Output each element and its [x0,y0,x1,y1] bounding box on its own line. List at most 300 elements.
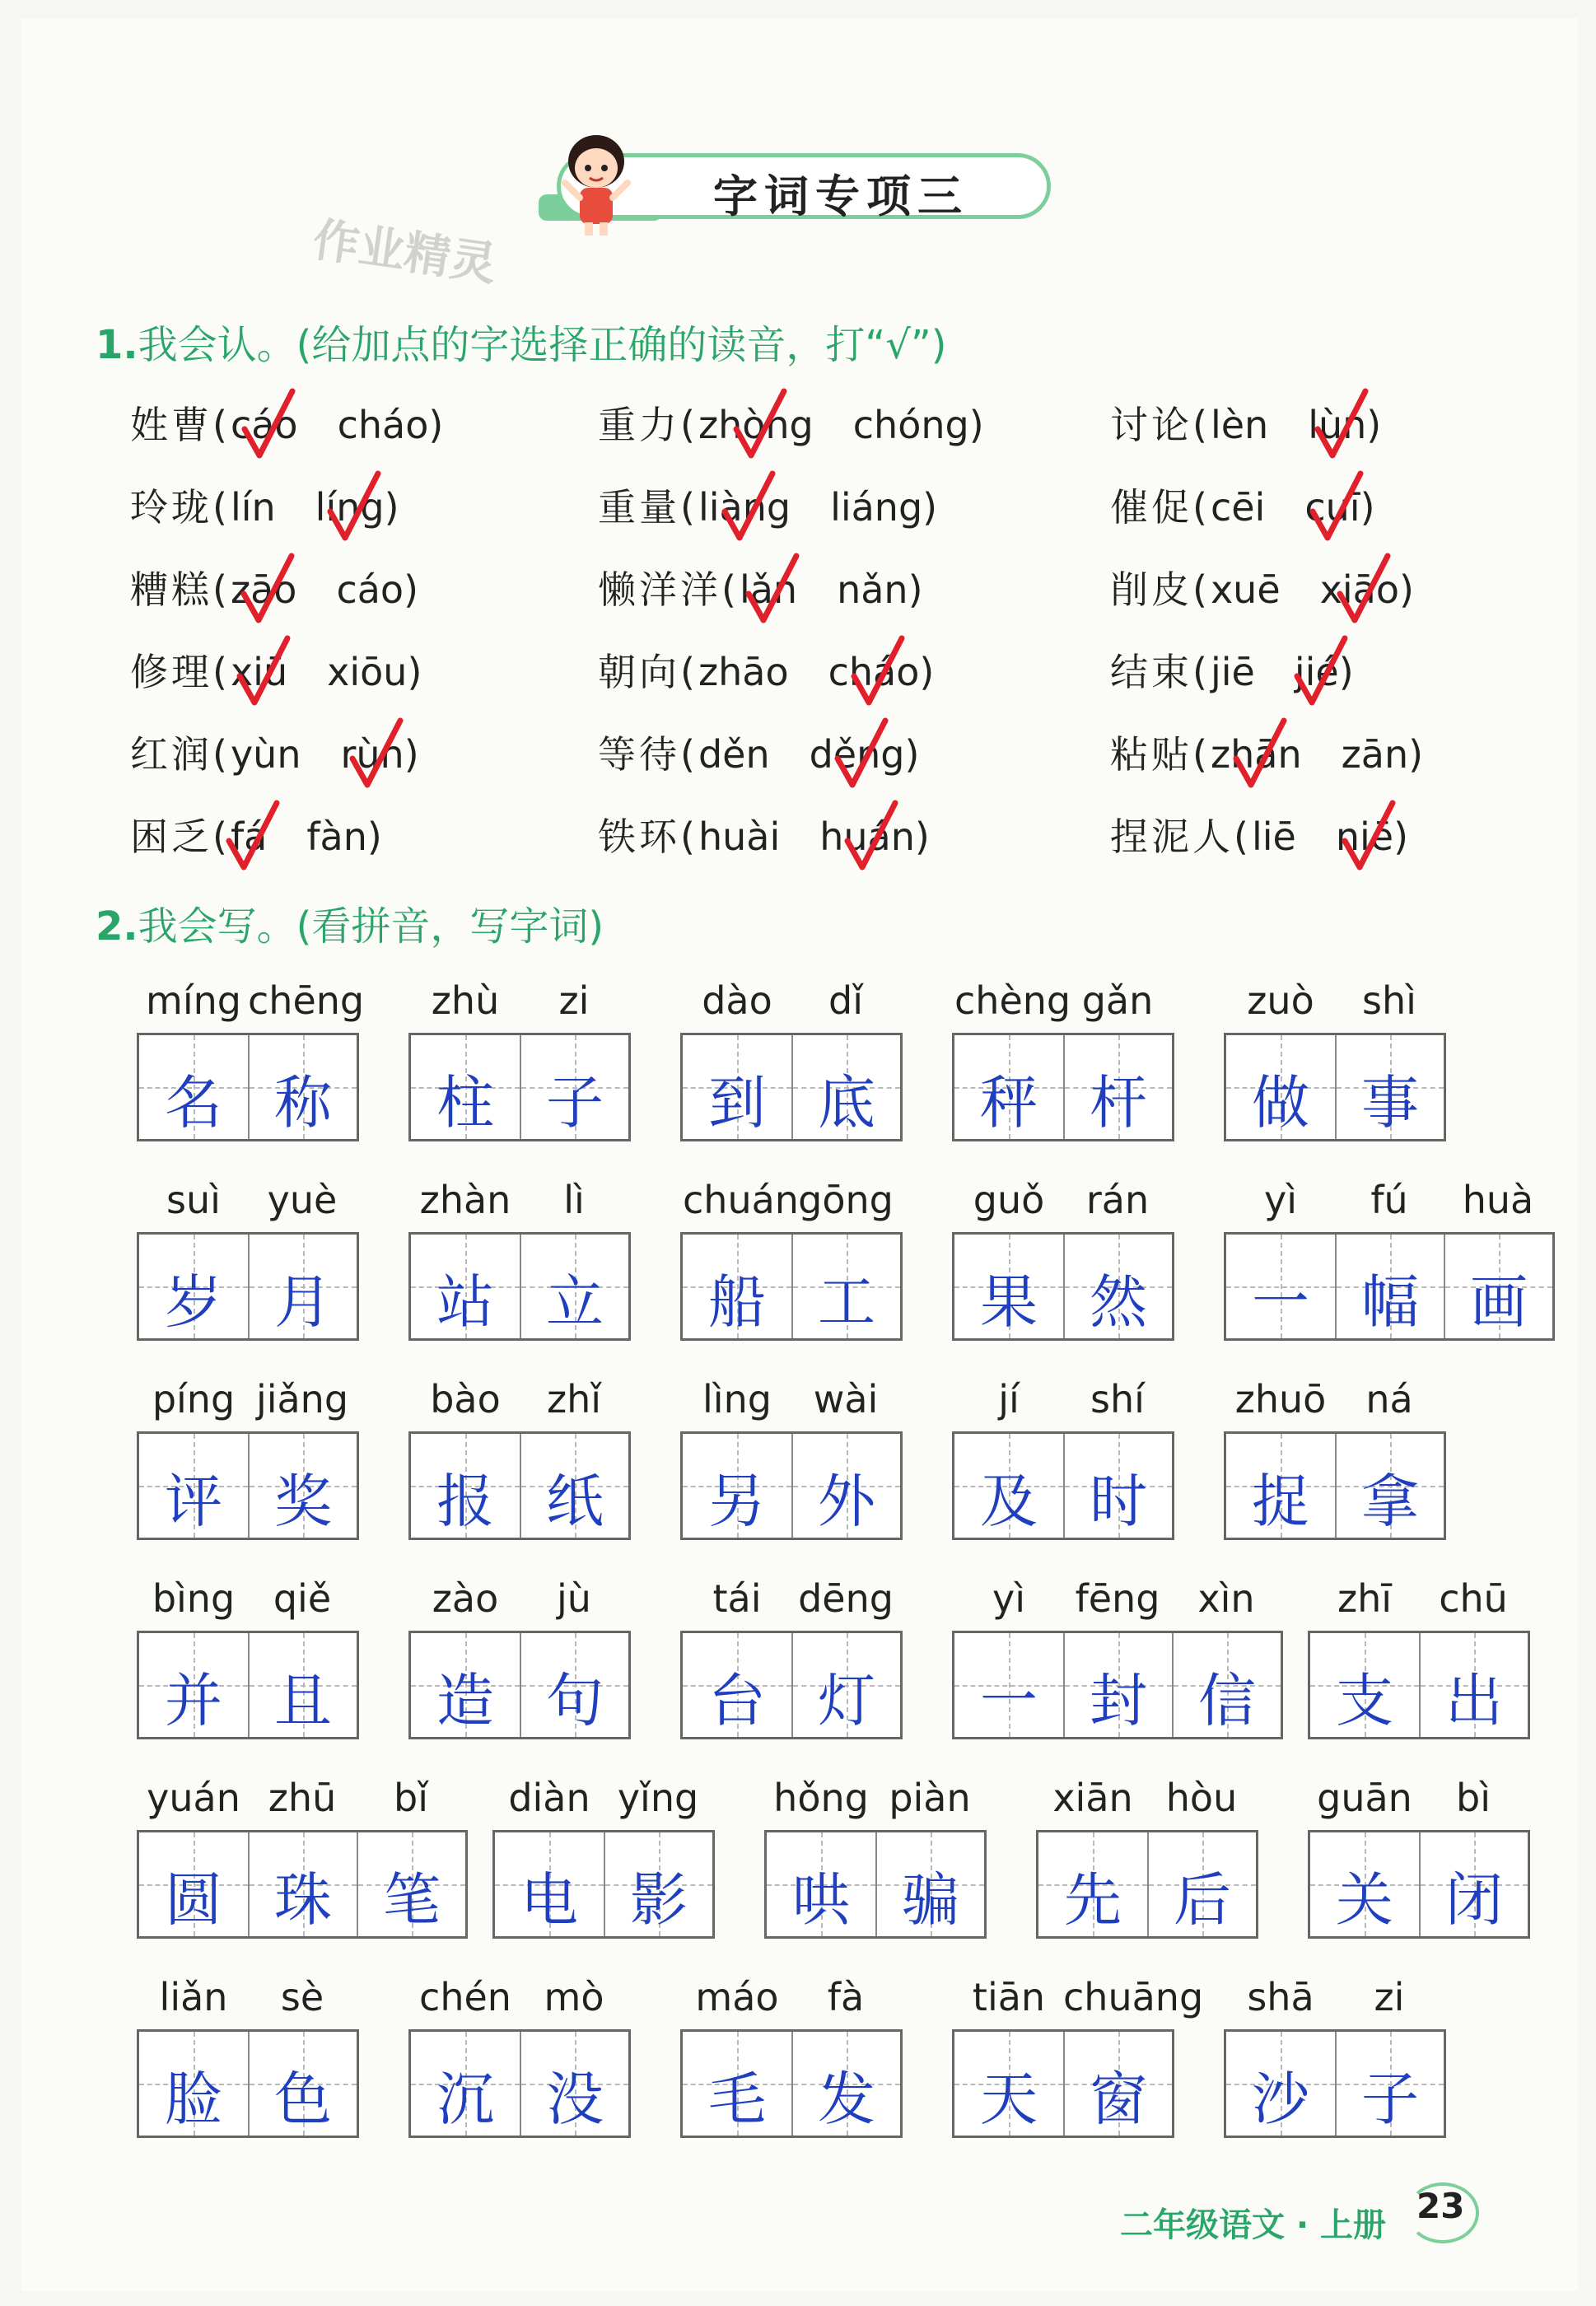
writing-cell[interactable] [791,1035,900,1139]
pinyin-syllable: dào [702,978,772,1023]
pinyin-syllable: míng [146,978,241,1023]
paren-close: ) [1338,650,1354,694]
item-word: 等待 [598,732,680,777]
pinyin-option-a[interactable]: lèn [1210,403,1269,447]
tian-grid [952,1033,1174,1141]
item-word: 重量 [598,485,680,530]
writing-cell[interactable] [520,1434,628,1538]
handwritten-char: 珠 [274,1866,332,1934]
writing-cell[interactable] [1335,1035,1444,1139]
pinyin-option-b[interactable]: fàn [306,815,367,859]
writing-cell[interactable] [954,1633,1063,1737]
handwritten-char: 台 [708,1667,766,1734]
pinyin-syllable: jù [557,1576,591,1621]
writing-cell[interactable] [520,1633,628,1737]
writing-cell[interactable] [248,1235,357,1338]
handwritten-char: 且 [274,1667,332,1734]
writing-cell[interactable] [139,1633,248,1737]
writing-cell[interactable] [767,1832,875,1936]
item-word: 玲珑 [130,485,212,530]
girl-mascot-icon [550,124,642,239]
writing-cell[interactable] [604,1832,712,1936]
writing-cell[interactable] [411,1035,520,1139]
checkmark-icon [240,386,297,460]
handwritten-char: 果 [980,1268,1038,1336]
pinyin-option-a[interactable]: liē [1251,815,1296,859]
tian-grid [680,1431,903,1540]
pinyin-line [137,1975,359,2024]
pinyin-syllable: zhuō [1234,1377,1327,1421]
checkmark-icon [239,551,296,625]
handwritten-char: 脸 [165,2066,222,2133]
writing-cell[interactable] [1147,1832,1256,1936]
pinyin-line [408,1178,631,1227]
tian-grid [1224,2029,1446,2138]
pinyin-syllable: diàn [508,1776,590,1820]
handwritten-char: 闭 [1445,1866,1503,1934]
writing-cell[interactable] [1335,1434,1444,1538]
writing-cell[interactable] [1063,2032,1172,2136]
paren-close: ) [428,403,444,447]
handwritten-char: 做 [1252,1069,1309,1137]
paren-close: ) [914,815,930,859]
pinyin-syllable: hǒng [773,1776,869,1820]
handwritten-char: 及 [980,1468,1038,1535]
handwritten-char: 电 [520,1866,578,1934]
writing-cell[interactable] [248,2032,357,2136]
pinyin-syllable: gōng [798,1178,894,1222]
writing-cell[interactable] [1444,1235,1552,1338]
paren-open: ( [680,403,695,447]
writing-cell[interactable] [1335,1235,1444,1338]
paren-close: ) [922,485,938,530]
pinyin-option-b[interactable]: cáo [336,567,404,612]
handwritten-char: 岁 [165,1268,222,1336]
handwritten-char: 报 [436,1468,494,1535]
pinyin-option-a[interactable]: xiū [230,650,288,694]
pinyin-syllable: lì [563,1178,585,1222]
pinyin-syllable: bìng [152,1576,236,1621]
pinyin-line [952,978,1174,1028]
checkmark-icon [1340,798,1398,872]
paren-open: ( [680,485,695,530]
writing-cell[interactable] [357,1832,465,1936]
watermark: 作业精灵 [309,212,500,292]
item-word: 懒洋洋 [598,567,721,612]
pinyin-syllable: bì [1456,1776,1491,1820]
pinyin-syllable: zào [432,1576,499,1621]
tian-grid [137,1033,359,1141]
pinyin-syllable: gǎn [1081,978,1154,1023]
writing-cell[interactable] [1063,1035,1172,1139]
item-word: 削皮 [1110,567,1192,612]
writing-cell[interactable] [683,1035,791,1139]
pinyin-line [680,1576,903,1626]
pinyin-option-b[interactable]: liáng [830,485,923,530]
pinyin-option-a[interactable]: zāo [230,567,297,612]
writing-cell[interactable] [248,1832,357,1936]
item-word: 捏泥人 [1110,815,1234,859]
pinyin-option-b[interactable]: jié [1294,650,1339,694]
item-word: 朝向 [598,650,680,694]
tian-grid [137,1830,468,1939]
handwritten-char: 色 [274,2066,332,2133]
pinyin-syllable: qiě [273,1576,332,1621]
pinyin-option-b[interactable]: rùn [340,732,404,777]
pinyin-syllable: bǐ [394,1776,428,1820]
pinyin-option-b[interactable]: lùn [1308,403,1367,447]
tian-grid [952,1232,1174,1341]
paren-close: ) [407,650,422,694]
paren-open: ( [680,650,695,694]
pinyin-syllable: zhǐ [546,1377,602,1421]
pinyin-syllable: dǐ [828,978,863,1023]
handwritten-char: 船 [708,1268,766,1336]
handwritten-char: 影 [630,1866,688,1934]
writing-cell[interactable] [1310,1832,1419,1936]
paren-open: ( [212,403,227,447]
paren-close: ) [384,485,399,530]
item-word: 修理 [130,650,212,694]
tian-grid [1036,1830,1258,1939]
pinyin-syllable: fēng [1075,1576,1160,1621]
writing-cell[interactable] [139,2032,248,2136]
handwritten-char: 后 [1174,1866,1231,1934]
pinyin-syllable: mò [544,1975,604,2019]
tian-grid [1308,1631,1530,1739]
handwritten-char: 评 [165,1468,222,1535]
pinyin-line [1224,1377,1446,1426]
pinyin-line [1308,1776,1530,1825]
pinyin-syllable: ná [1365,1377,1413,1421]
paren-close: ) [1398,567,1414,612]
pinyin-option-b[interactable]: xiāo [1319,567,1399,612]
pinyin-syllable: máo [695,1975,779,2019]
item-word: 姓曹 [130,403,212,447]
handwritten-char: 画 [1470,1268,1528,1336]
tian-grid [680,1033,903,1141]
writing-cell[interactable] [1226,2032,1335,2136]
paren-close: ) [1366,403,1382,447]
paren-close: ) [968,403,984,447]
writing-cell[interactable] [954,2032,1063,2136]
writing-cell[interactable] [411,1633,520,1737]
paren-open: ( [1192,567,1207,612]
pinyin-option-b[interactable]: cuī [1304,485,1360,530]
paren-close: ) [1360,485,1375,530]
pinyin-line [408,1576,631,1626]
checkmark-icon [1335,551,1393,625]
handwritten-char: 子 [1361,2066,1419,2133]
pinyin-line [137,978,365,1028]
pinyin-line [137,1377,359,1426]
pinyin-syllable: zuò [1247,978,1314,1023]
writing-cell[interactable] [954,1235,1063,1338]
paren-close: ) [919,650,935,694]
handwritten-char: 底 [818,1069,875,1137]
pinyin-syllable: dēng [798,1576,894,1621]
tian-grid [408,1033,631,1141]
tian-grid [952,1631,1283,1739]
writing-cell[interactable] [1226,1434,1335,1538]
book-label: 二年级语文 · 上册 [1120,2206,1387,2244]
checkmark-icon [1231,716,1289,790]
pinyin-line [137,1576,359,1626]
handwritten-char: 封 [1090,1667,1147,1734]
writing-cell[interactable] [248,1434,357,1538]
writing-cell[interactable] [1419,1832,1528,1936]
pinyin-option-a[interactable]: yùn [230,732,301,777]
pinyin-option-a[interactable]: cáo [230,403,298,447]
pinyin-syllable: chuán [683,1178,799,1222]
pinyin-line [408,1975,631,2024]
handwritten-char: 沉 [436,2066,494,2133]
handwritten-char: 造 [436,1667,494,1734]
handwritten-char: 哄 [792,1866,850,1934]
tian-grid [137,2029,359,2138]
handwritten-char: 沙 [1252,2066,1309,2133]
checkmark-icon [849,633,907,707]
pinyin-option-a[interactable]: fá [230,815,268,859]
handwritten-char: 支 [1336,1667,1393,1734]
pinyin-option-b[interactable]: cháo [337,403,429,447]
tian-grid [952,1431,1174,1540]
item-word: 重力 [598,403,680,447]
writing-cell[interactable] [411,2032,520,2136]
pinyin-syllable: zhàn [419,1178,511,1222]
pinyin-syllable: chū [1439,1576,1508,1621]
paren-open: ( [212,815,227,859]
handwritten-char: 纸 [546,1468,604,1535]
pinyin-syllable: tái [712,1576,762,1621]
writing-cell[interactable] [1038,1832,1147,1936]
writing-cell[interactable] [683,1434,791,1538]
section2-heading-text: 我会写。(看拼音，写字词) [138,903,604,950]
pinyin-option-a[interactable]: zhāo [698,650,789,694]
pinyin-syllable: rán [1085,1178,1150,1222]
handwritten-char: 发 [818,2066,875,2133]
handwritten-char: 事 [1361,1069,1419,1137]
section1-heading [96,313,946,370]
handwritten-char: 外 [818,1468,875,1535]
handwritten-char: 天 [980,2066,1038,2133]
writing-cell[interactable] [411,1434,520,1538]
pinyin-syllable: yǐng [617,1776,699,1820]
writing-cell[interactable] [1226,1035,1335,1139]
pinyin-syllable: lìng [702,1377,772,1421]
pinyin-option-b[interactable]: cháo [828,650,920,694]
pinyin-syllable: yì [1263,1178,1297,1222]
checkmark-icon [325,469,383,543]
pinyin-option-b[interactable]: děng [809,732,905,777]
pinyin-syllable: tiān [972,1975,1046,2019]
pinyin-syllable: zhū [268,1776,337,1820]
pinyin-line [137,1178,359,1227]
pinyin-line [952,1975,1204,2024]
pinyin-option-a[interactable]: lín [230,485,276,530]
writing-cell[interactable] [683,1633,791,1737]
paren-close: ) [904,732,920,777]
pinyin-option-b[interactable]: xiōu [327,650,408,694]
writing-cell[interactable] [495,1832,604,1936]
pinyin-syllable: bào [430,1377,501,1421]
checkmark-icon [235,633,292,707]
pinyin-option-a[interactable]: děn [698,732,770,777]
pinyin-syllable: chèng [954,978,1071,1023]
writing-cell[interactable] [791,2032,900,2136]
pinyin-line [952,1178,1174,1227]
handwritten-char: 句 [546,1667,604,1734]
pinyin-option-b[interactable]: nǎn [837,567,908,612]
pinyin-line [680,1975,903,2024]
pinyin-option-b[interactable]: niē [1335,815,1394,859]
pinyin-syllable: xìn [1197,1576,1255,1621]
handwritten-char: 奖 [274,1468,332,1535]
checkmark-icon [1292,633,1350,707]
handwritten-char: 圆 [165,1866,222,1934]
paren-close: ) [1393,815,1409,859]
writing-cell[interactable] [954,1035,1063,1139]
writing-cell[interactable] [520,2032,628,2136]
writing-cell[interactable] [791,1434,900,1538]
pinyin-syllable: huà [1462,1178,1534,1222]
pinyin-syllable: zhù [431,978,500,1023]
writing-cell[interactable] [1226,1235,1335,1338]
writing-cell[interactable] [139,1434,248,1538]
handwritten-char: 并 [165,1667,222,1734]
tian-grid [1224,1232,1555,1341]
paren-close: ) [908,567,923,612]
handwritten-char: 窗 [1090,2066,1147,2133]
writing-cell[interactable] [683,1235,791,1338]
pinyin-line [492,1776,715,1825]
tian-grid [680,1631,903,1739]
reading-item [598,395,984,450]
pinyin-syllable: guǒ [973,1178,1045,1222]
pinyin-option-a[interactable]: zhòng [698,403,814,447]
writing-cell[interactable] [1063,1434,1172,1538]
pinyin-line [764,1776,987,1825]
writing-cell[interactable] [791,1235,900,1338]
pinyin-option-a[interactable]: lǎn [739,567,798,612]
handwritten-char: 捉 [1252,1468,1309,1535]
pinyin-syllable: liǎn [159,1975,228,2019]
item-word: 讨论 [1110,403,1192,447]
tian-grid [408,1631,631,1739]
handwritten-char: 秤 [980,1069,1038,1137]
pinyin-option-a[interactable]: liàng [698,485,791,530]
writing-cell[interactable] [139,1235,248,1338]
item-word: 粘贴 [1110,732,1192,777]
writing-cell[interactable] [139,1035,248,1139]
writing-cell[interactable] [1419,1633,1528,1737]
pinyin-syllable: wài [813,1377,879,1421]
pinyin-syllable: zhī [1337,1576,1393,1621]
checkmark-icon [1313,386,1370,460]
paren-close: ) [404,732,419,777]
pinyin-syllable: fà [827,1975,865,2019]
handwritten-char: 立 [546,1268,604,1336]
handwritten-char: 另 [708,1468,766,1535]
paren-open: ( [1192,650,1207,694]
tian-grid [1308,1830,1530,1939]
paren-open: ( [721,567,736,612]
pinyin-syllable: piàn [889,1776,971,1820]
pinyin-line [1036,1776,1258,1825]
paren-open: ( [680,815,695,859]
tian-grid [492,1830,715,1939]
writing-cell[interactable] [954,1434,1063,1538]
handwritten-char: 然 [1090,1268,1147,1336]
pinyin-option-b[interactable]: líng [315,485,385,530]
tian-grid [408,2029,631,2138]
pinyin-line [952,1377,1174,1426]
writing-cell[interactable] [248,1633,357,1737]
checkmark-icon [224,798,282,872]
handwritten-char: 笔 [383,1866,441,1934]
writing-cell[interactable] [1172,1633,1281,1737]
handwritten-char: 工 [818,1268,875,1336]
checkmark-icon [1308,469,1365,543]
handwritten-char: 先 [1064,1866,1122,1934]
writing-cell[interactable] [1063,1633,1172,1737]
pinyin-option-a[interactable]: xuē [1210,567,1281,612]
pinyin-option-b[interactable]: chóng [852,403,969,447]
tian-grid [764,1830,987,1939]
writing-cell[interactable] [683,2032,791,2136]
pinyin-option-b[interactable]: zān [1341,732,1409,777]
writing-cell[interactable] [520,1235,628,1338]
page-title: 字词专项三 [713,170,968,222]
pinyin-option-a[interactable]: huài [698,815,781,859]
pinyin-syllable: hòu [1165,1776,1238,1820]
checkmark-icon [731,386,789,460]
handwritten-char: 骗 [902,1866,959,1934]
item-word: 催促 [1110,485,1192,530]
handwritten-char: 杆 [1090,1069,1147,1137]
paren-close: ) [366,815,382,859]
pinyin-line [137,1776,468,1825]
pinyin-option-a[interactable]: zhān [1210,732,1302,777]
pinyin-option-b[interactable]: huán [819,815,915,859]
writing-cell[interactable] [520,1035,628,1139]
pinyin-line [680,1178,903,1227]
pinyin-syllable: chuāng [1063,1975,1204,2019]
paren-open: ( [212,732,227,777]
writing-cell[interactable] [875,1832,984,1936]
handwritten-char: 到 [708,1069,766,1137]
writing-cell[interactable] [1063,1235,1172,1338]
writing-cell[interactable] [411,1235,520,1338]
writing-cell[interactable] [248,1035,357,1139]
pinyin-option-a[interactable]: jiē [1210,650,1255,694]
tian-grid [680,2029,903,2138]
item-word: 困乏 [130,815,212,859]
handwritten-char: 拿 [1361,1468,1419,1535]
pinyin-syllable: guān [1317,1776,1412,1820]
writing-cell[interactable] [139,1832,248,1936]
writing-cell[interactable] [1310,1633,1419,1737]
section1-number: 1. [96,322,138,368]
writing-cell[interactable] [1335,2032,1444,2136]
tian-grid [137,1431,359,1540]
pinyin-line [680,1377,903,1426]
pinyin-line [1308,1576,1530,1626]
writing-cell[interactable] [791,1633,900,1737]
pinyin-option-a[interactable]: cēi [1210,485,1266,530]
paren-open: ( [212,485,227,530]
handwritten-char: 没 [546,2066,604,2133]
